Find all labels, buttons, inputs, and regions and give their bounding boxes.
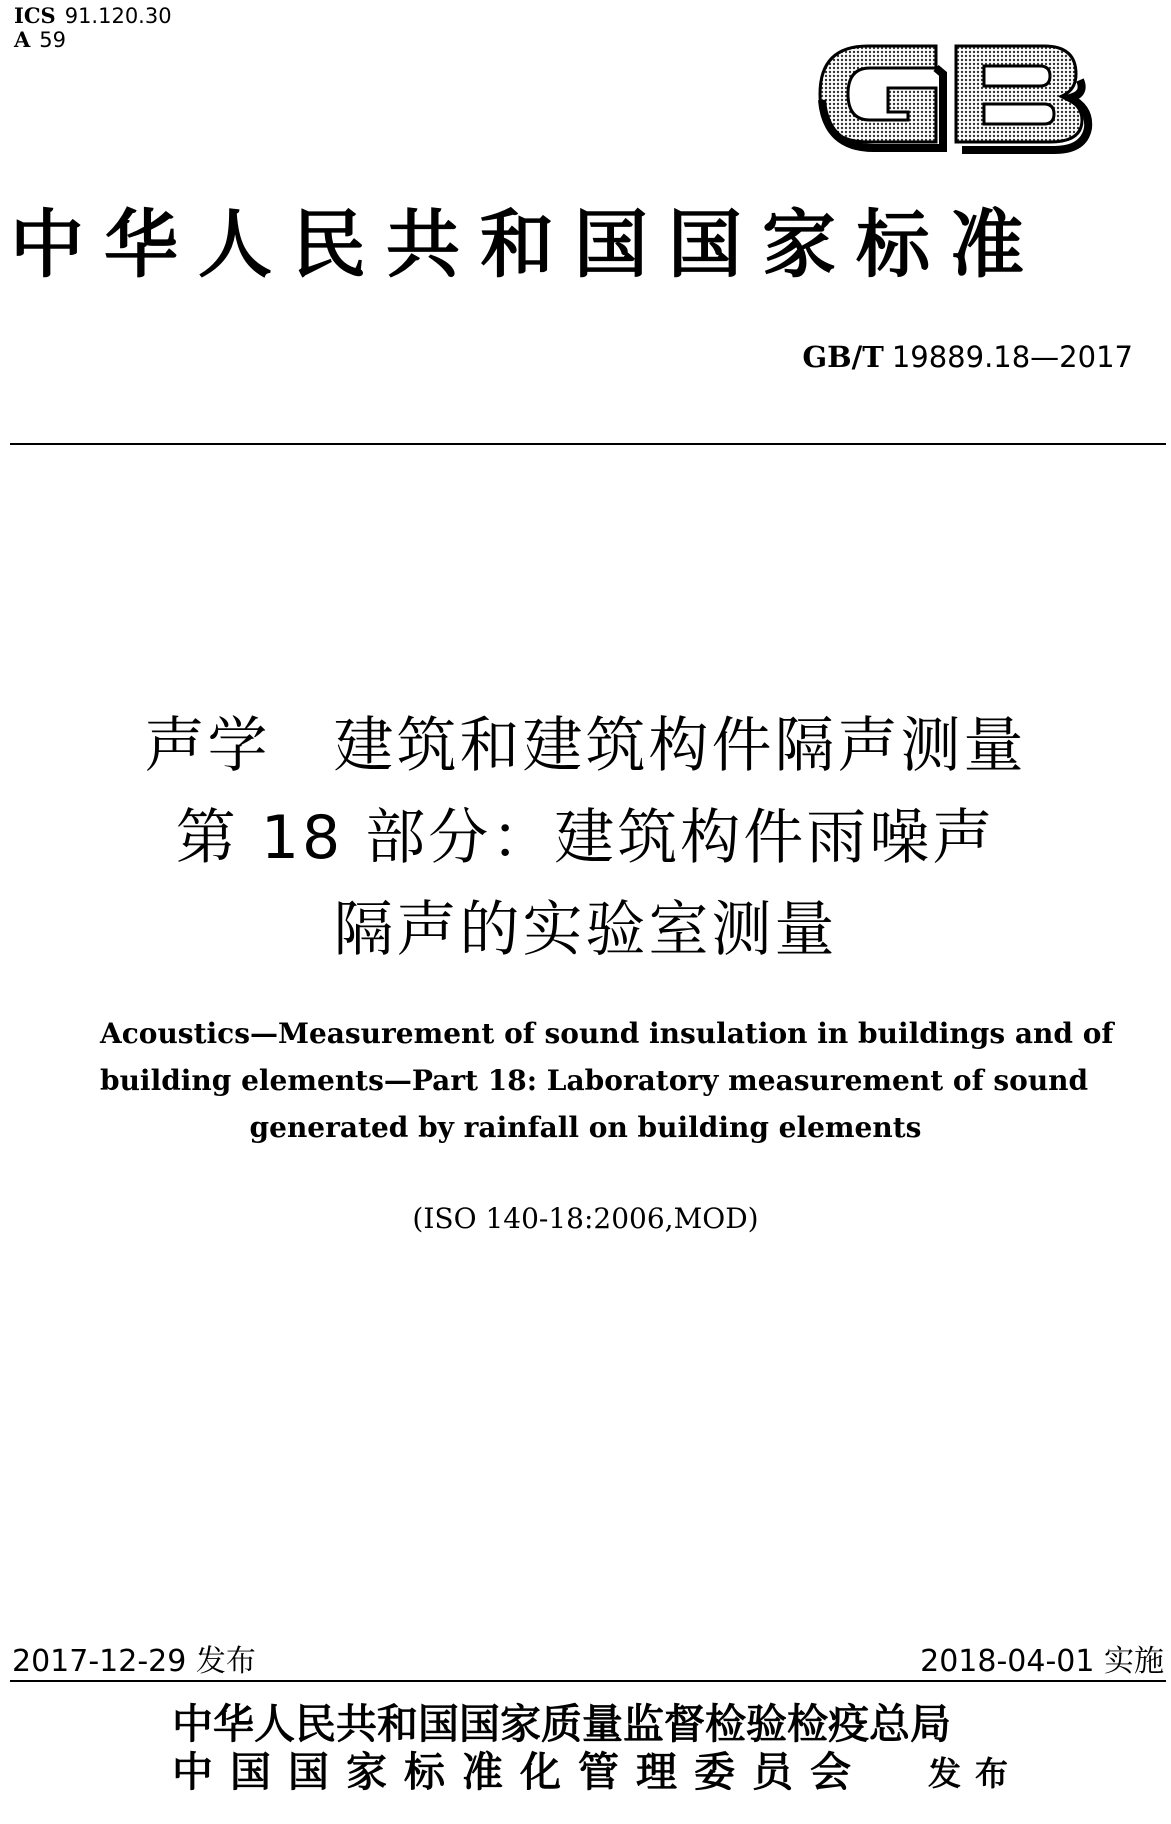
standard-number (802, 340, 1133, 374)
chinese-title-line-3: 隔声的实验室测量 (333, 895, 838, 965)
ics-code: 91.120.30 (64, 4, 172, 28)
issue-action: 发布 (928, 1754, 1022, 1793)
standard-prefix: GB/T (802, 340, 884, 374)
ccs-code: 59 (39, 28, 67, 52)
chinese-title (0, 700, 1171, 976)
ccs-label: A (14, 27, 31, 52)
issuer-line-2 (172, 1748, 868, 1796)
national-standard-title: 中华人民共和国国家标准 (10, 202, 1044, 288)
english-title-line-2: building elements—Part 18: Laboratory measurement of sound (100, 1064, 1089, 1097)
chinese-title-line-1: 声学 建筑和建筑构件隔声测量 (144, 711, 1027, 781)
standard-code: 19889.18—2017 (891, 340, 1133, 374)
logo-letter-g (820, 46, 943, 148)
footer-divider (10, 1680, 1166, 1682)
english-title (100, 1010, 1114, 1151)
issue-date: 2017-12-29 发布 (12, 1644, 256, 1679)
logo-letter-b (956, 46, 1088, 150)
iso-reference: (ISO 140-18:2006,MOD) (412, 1202, 759, 1235)
english-title-line-3: generated by rainfall on building elements (249, 1111, 922, 1144)
implementation-date: 2018-04-01 实施 (920, 1644, 1164, 1679)
issuer-line-1: 中华人民共和国国家质量监督检验检疫总局 (172, 1700, 951, 1748)
gb-logo (808, 18, 1094, 170)
ics-label: ICS (14, 3, 56, 28)
chinese-title-line-2: 第 18 部分：建筑构件雨噪声 (175, 803, 996, 873)
issuer-line-2-text: 中国国家标准化管理委员会 (172, 1748, 868, 1796)
english-title-line-1: Acoustics—Measurement of sound insulation in buildings and of (100, 1017, 1114, 1050)
ccs-line (14, 26, 66, 54)
header-divider (10, 443, 1166, 445)
